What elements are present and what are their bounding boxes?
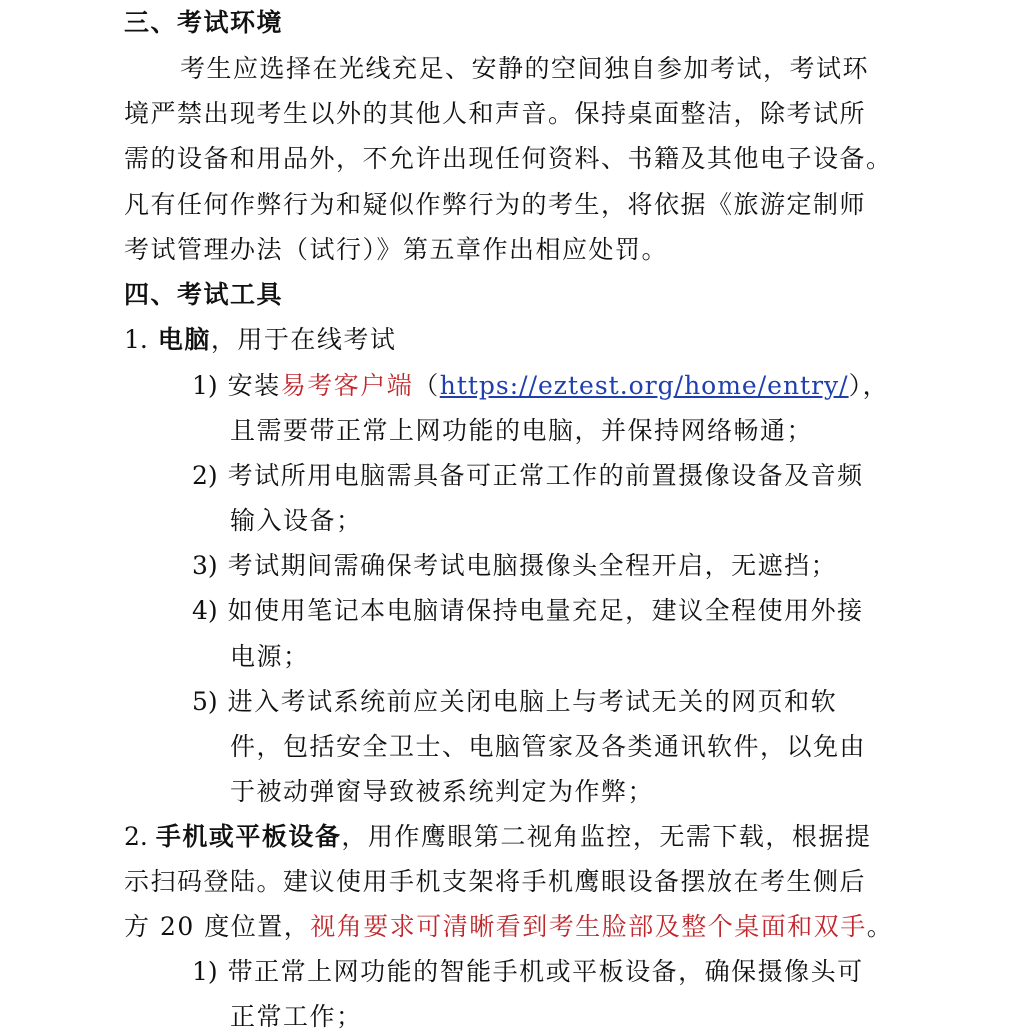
paragraph-line: 境严禁出现考生以外的其他人和声音。保持桌面整洁，除考试所	[124, 99, 867, 128]
sub-item-number: 5)	[192, 687, 218, 716]
sub-item-5	[192, 685, 1019, 719]
item-title-mobile-device: 手机或平板设备	[155, 822, 342, 851]
paragraph-line: 凡有任何作弊行为和疑似作弊行为的考生，将依据《旅游定制师	[124, 190, 867, 219]
sub-item-number: 3)	[192, 551, 218, 580]
section-heading-exam-environment: 三、考试环境	[124, 8, 284, 37]
sub-item-1	[192, 369, 1019, 403]
item-title-computer: 电脑	[157, 325, 211, 354]
sub-item-number: 4)	[192, 596, 218, 625]
list-number: 1.	[124, 325, 148, 354]
client-name-highlight: 易考客户端	[280, 371, 414, 400]
sub-item-continuation: 正常工作；	[230, 1002, 363, 1031]
sub-item-continuation: 电源；	[230, 642, 310, 671]
sub-item-text: 安装	[227, 371, 281, 400]
sub-item-continuation: 于被动弹窗导致被系统判定为作弊；	[230, 777, 655, 806]
sub-item-text: 如使用笔记本电脑请保持电量充足，建议全程使用外接	[227, 596, 864, 625]
list-item-computer	[124, 323, 1019, 357]
view-requirement-highlight: 视角要求可清晰看到考生脸部及整个桌面和双手	[310, 912, 867, 941]
paren-close: ），	[848, 371, 890, 400]
paren-open: （	[413, 371, 440, 400]
sub-item-continuation: 输入设备；	[230, 506, 363, 535]
paragraph-line	[124, 910, 1019, 944]
download-link[interactable]: https://eztest.org/home/entry/	[439, 371, 849, 400]
sub-item-text: 考试期间需确保考试电脑摄像头全程开启，无遮挡；	[227, 551, 838, 580]
paragraph-line: 考试管理办法（试行）》第五章作出相应处罚。	[124, 235, 669, 264]
item-text: ，用作鹰眼第二视角监控，无需下载，根据提	[341, 822, 872, 851]
sub-item-3	[192, 549, 1019, 583]
sub-item-text: 进入考试系统前应关闭电脑上与考试无关的网页和软	[227, 687, 838, 716]
sub-item-number: 1)	[192, 371, 218, 400]
item-text: 。	[866, 912, 894, 941]
sub-item-2	[192, 459, 1019, 493]
sub-item-number: 2)	[192, 461, 218, 490]
paragraph-line: 示扫码登陆。建议使用手机支架将手机鹰眼设备摆放在考生侧后	[124, 867, 867, 896]
sub-item-4	[192, 594, 1019, 628]
sub-item-text: 带正常上网功能的智能手机或平板设备，确保摄像头可	[227, 957, 864, 986]
sub-item-text: 考试所用电脑需具备可正常工作的前置摄像设备及音频	[227, 461, 864, 490]
section-heading-exam-tools: 四、考试工具	[124, 280, 284, 309]
paragraph-line: 考生应选择在光线充足、安静的空间独自参加考试，考试环	[180, 54, 870, 83]
list-number: 2.	[124, 822, 148, 851]
sub-item-number: 1)	[192, 957, 218, 986]
item-text: 方 20 度位置，	[124, 912, 311, 941]
sub-item-1	[192, 955, 1019, 989]
list-item-mobile-device	[124, 820, 1019, 854]
sub-item-continuation: 且需要带正常上网功能的电脑，并保持网络畅通；	[230, 416, 814, 445]
paragraph-line: 需的设备和用品外，不允许出现任何资料、书籍及其他电子设备。	[124, 144, 893, 173]
item-text: ，用于在线考试	[210, 325, 397, 354]
sub-item-continuation: 件，包括安全卫士、电脑管家及各类通讯软件，以免由	[230, 732, 867, 761]
